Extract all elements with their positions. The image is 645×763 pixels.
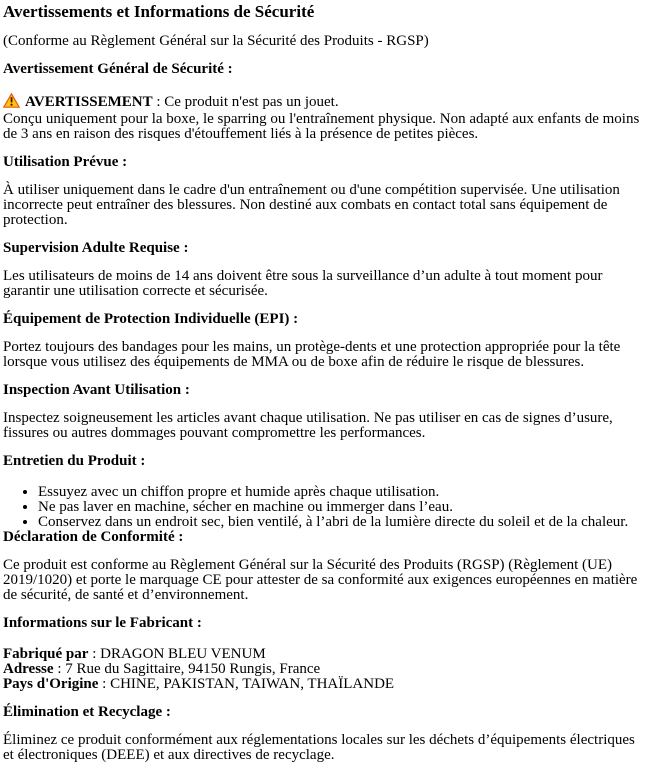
intended-use-paragraph: À utiliser uniquement dans le cadre d'un entraînement ou d'une compétition supervisée. Une utilisation incorrecte peut entraîner des blessures. Non destiné aux combats en contact total sans équipement de protection.: [3, 182, 620, 228]
warning-label-suffix: : Ce produit n'est pas un jouet.: [152, 94, 339, 110]
warning-body: Conçu uniquement pour la boxe, le sparring ou l'entraînement physique. Non adapté aux enfants de moins de 3 ans en raison des risques d'étouffement liés à la présence de petites pièces.: [3, 111, 640, 142]
conformity-paragraph: Ce produit est conforme au Règlement Général sur la Sécurité des Produits (RGSP) (Règlement (UE) 2019/1020) et porte le marquage CE pour attester de sa conformité aux exigences européennes en matière de sécurité, de santé et d’environnement.: [3, 557, 638, 603]
manufacturer-row-made-by: [3, 647, 641, 662]
section-heading-supervision: Supervision Adulte Requise :: [3, 240, 189, 256]
section-heading-maintenance: Entretien du Produit :: [3, 453, 146, 469]
section-heading-general-warning: Avertissement Général de Sécurité :: [3, 61, 233, 77]
ppe-paragraph: Portez toujours des bandages pour les mains, un protège-dents et une protection appropriée pour la tête lorsque vous utilisez des équipements de MMA ou de boxe afin de réduire le risque de blessures.: [3, 339, 621, 370]
manufacturer-row-address: [3, 662, 641, 677]
manufacturer-row-origin: [3, 677, 641, 692]
section-heading-inspection: Inspection Avant Utilisation :: [3, 382, 190, 398]
list-item: • Ne pas laver en machine, sécher en machine ou immerger dans l’eau.: [38, 500, 641, 515]
inspection-paragraph: Inspectez soigneusement les articles avant chaque utilisation. Ne pas utiliser en cas de signes d’usure, fissures ou autres dommages pouvant compromettre les performances.: [3, 410, 613, 441]
section-heading-conformity: Déclaration de Conformité :: [3, 529, 184, 545]
warning-triangle-icon: [3, 93, 20, 112]
manufacturer-value: : CHINE, PAKISTAN, TAIWAN, THAÏLANDE: [98, 676, 395, 692]
section-heading-manufacturer: Informations sur le Fabricant :: [3, 615, 202, 631]
manufacturer-value: : DRAGON BLEU VENUM: [88, 646, 266, 662]
recycling-paragraph: Éliminez ce produit conformément aux réglementations locales sur les déchets d’équipements électriques et électroniques (DEEE) et aux directives de recyclage.: [3, 732, 635, 763]
warning-paragraph: [3, 93, 641, 142]
manufacturer-label: Fabriqué par: [3, 646, 89, 662]
manufacturer-label: Pays d'Origine: [3, 676, 99, 692]
list-item: • Conservez dans un endroit sec, bien ventilé, à l’abri de la lumière directe du soleil et de la chaleur.: [38, 515, 641, 530]
list-item: • Essuyez avec un chiffon propre et humide après chaque utilisation.: [38, 485, 641, 500]
supervision-paragraph: Les utilisateurs de moins de 14 ans doivent être sous la surveillance d’un adulte à tout moment pour garantir une utilisation correcte et sécurisée.: [3, 268, 603, 299]
manufacturer-label: Adresse: [3, 661, 54, 677]
maintenance-list: [3, 485, 641, 530]
warning-label: AVERTISSEMENT: [25, 94, 153, 110]
warning-exclamation-dot: [11, 104, 13, 106]
section-heading-ppe: Équipement de Protection Individuelle (EPI) :: [3, 311, 299, 327]
subtitle: (Conforme au Règlement Général sur la Sécurité des Produits - RGSP): [3, 33, 429, 49]
manufacturer-info: [3, 647, 641, 692]
section-heading-intended-use: Utilisation Prévue :: [3, 154, 128, 170]
page-title: Avertissements et Informations de Sécurité: [3, 2, 315, 21]
manufacturer-value: : 7 Rue du Sagittaire, 94150 Rungis, France: [53, 661, 321, 677]
warning-exclamation-bar: [11, 97, 13, 102]
section-heading-recycling: Élimination et Recyclage :: [3, 704, 171, 720]
